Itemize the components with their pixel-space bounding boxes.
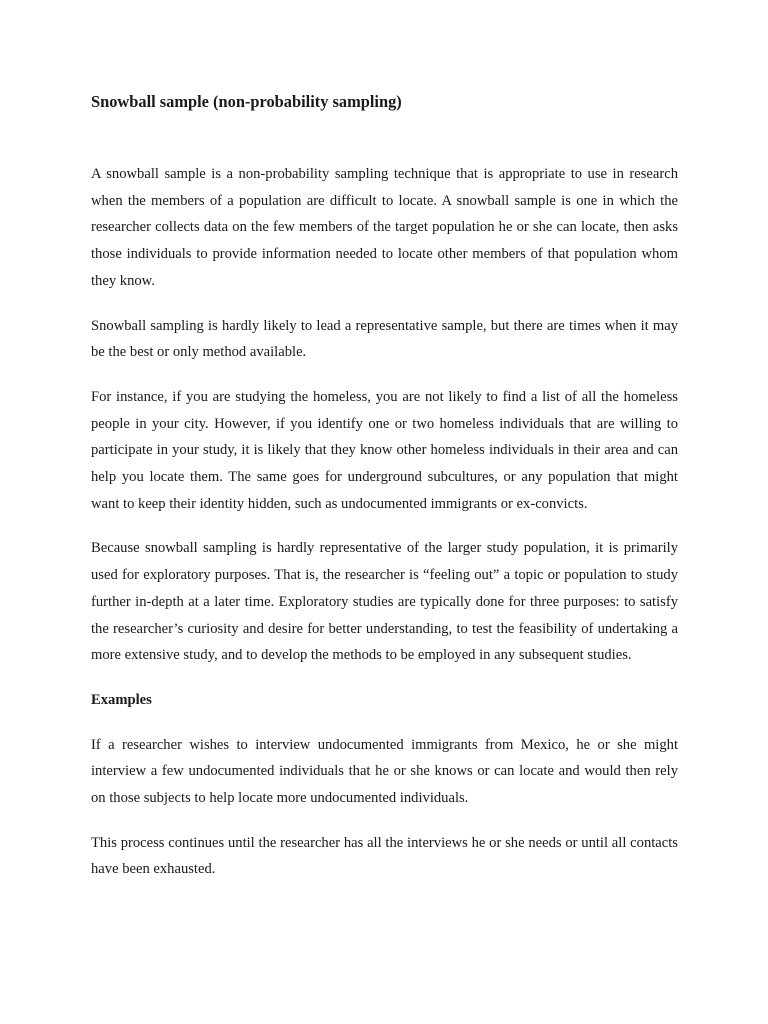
examples-heading: Examples — [91, 691, 152, 708]
paragraph-example-process: This process continues until the researcher has all the interviews he or she needs or until all contacts have been exhausted. — [91, 834, 678, 878]
document-title: Snowball sample (non-probability sampling) — [91, 92, 402, 111]
paragraph-representativeness: Snowball sampling is hardly likely to lead a representative sample, but there are times when it may be the best or only method available. — [91, 317, 678, 361]
document-body — [91, 91, 678, 883]
paragraph-example-immigrants: If a researcher wishes to interview undocumented immigrants from Mexico, he or she might interview a few undocumented individuals that he or she knows or can locate and would then rely on those subjects to help locate more undocumented individuals. — [91, 736, 678, 807]
paragraph-exploratory-purposes: Because snowball sampling is hardly representative of the larger study population, it is primarily used for exploratory purposes. That is, the researcher is “feeling out” a topic or population to study further in-depth at a later time. Exploratory studies are typically done for three purposes: to satisfy the researcher’s curiosity and desire for better understanding, to test the feasibility of undertaking a more extensive study, and to develop the methods to be employed in any subsequent studies. — [91, 540, 678, 664]
paragraph-definition: A snowball sample is a non-probability sampling technique that is appropriate to use in research when the members of a population are difficult to locate. A snowball sample is one in which the researcher collects data on the few members of the target population he or she can locate, then asks those individuals to provide information needed to locate other members of that population whom they know. — [91, 166, 678, 289]
paragraph-homeless-example: For instance, if you are studying the homeless, you are not likely to find a list of all the homeless people in your city. However, if you identify one or two homeless individuals that are willing to participate in your study, it is likely that they know other homeless individuals in their area and can help you locate them. The same goes for underground subcultures, or any population that might want to keep their identity hidden, such as undocumented immigrants or ex-convicts. — [91, 388, 678, 512]
